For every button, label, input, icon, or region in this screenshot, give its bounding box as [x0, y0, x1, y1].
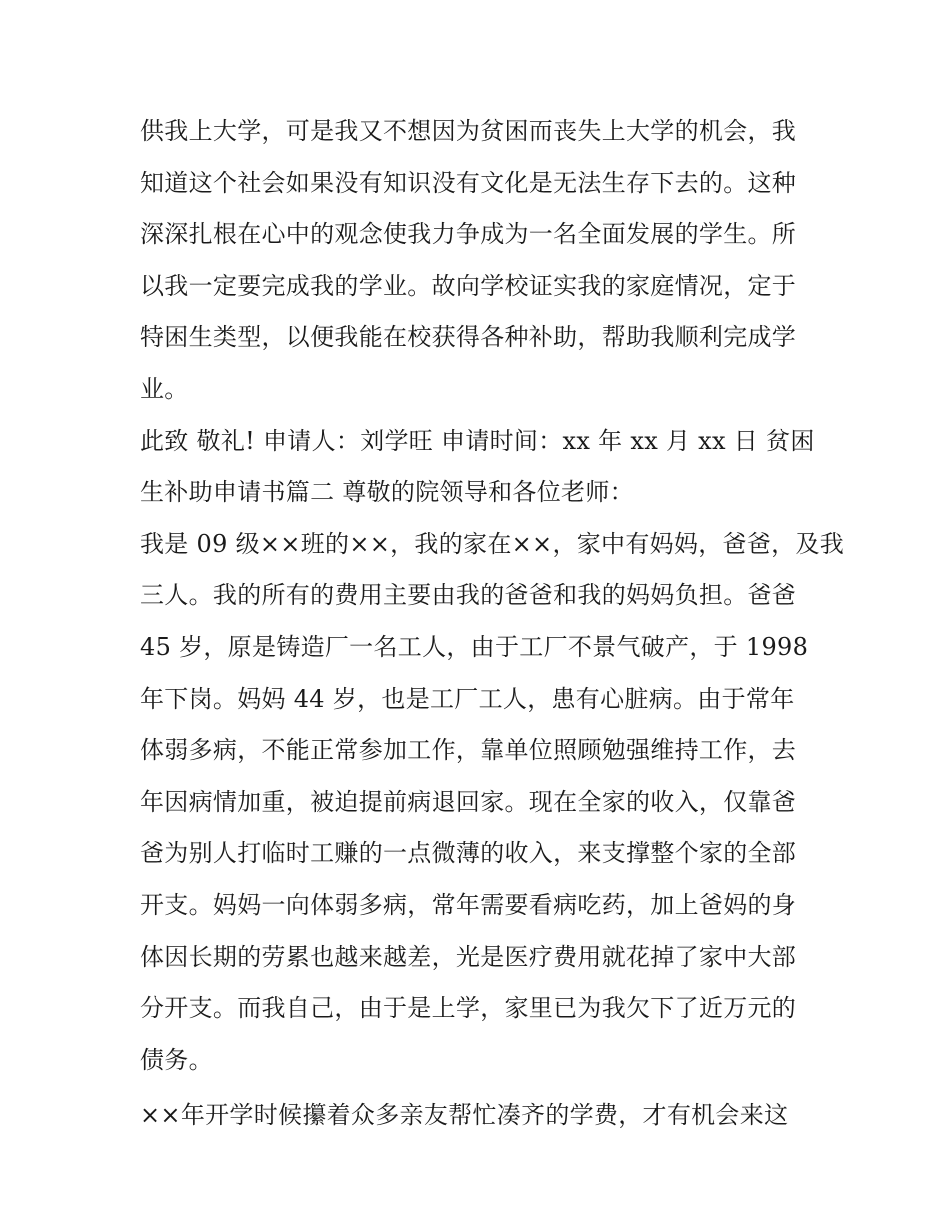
text-line: 年因病情加重，被迫提前病退回家。现在全家的收入，仅靠爸: [140, 787, 797, 816]
text-line: 体因长期的劳累也越来越差，光是医疗费用就花掉了家中大部: [140, 942, 797, 971]
text-line: 我是 09 级××班的××，我的家在××，家中有妈妈，爸爸，及我: [140, 529, 845, 558]
text-line: 爸为别人打临时工赚的一点微薄的收入，来支撑整个家的全部: [140, 839, 797, 868]
text-line: 供我上大学，可是我又不想因为贫困而丧失上大学的机会，我: [140, 117, 797, 145]
text-line: 生补助申请书篇二 尊敬的院领导和各位老师：: [140, 478, 634, 507]
text-line: 深深扎根在心中的观念使我力争成为一名全面发展的学生。所: [140, 220, 797, 249]
text-line: 体弱多病，不能正常参加工作，靠单位照顾勉强维持工作，去: [140, 736, 797, 765]
text-line: 债务。: [140, 1045, 213, 1074]
body-text: [140, 106, 845, 1142]
text-line: 以我一定要完成我的学业。故向学校证实我的家庭情况，定于: [140, 271, 797, 300]
text-line: 分开支。而我自己，由于是上学，家里已为我欠下了近万元的: [140, 994, 797, 1023]
text-line: 开支。妈妈一向体弱多病，常年需要看病吃药，加上爸妈的身: [140, 890, 797, 919]
text-line: 年下岗。妈妈 44 岁，也是工厂工人，患有心脏病。由于常年: [140, 684, 795, 713]
text-line: 特困生类型，以便我能在校获得各种补助，帮助我顺利完成学: [140, 323, 797, 352]
text-line: 三人。我的所有的费用主要由我的爸爸和我的妈妈负担。爸爸: [140, 581, 797, 610]
text-line: 知道这个社会如果没有知识没有文化是无法生存下去的。这种: [140, 168, 797, 197]
text-line: 业。: [140, 374, 189, 403]
text-line: 45 岁，原是铸造厂一名工人，由于工厂不景气破产，于 1998: [140, 632, 809, 661]
text-line: 此致 敬礼! 申请人：刘学旺 申请时间：xx 年 xx 月 xx 日 贫困: [140, 426, 815, 455]
text-line: ××年开学时候攥着众多亲友帮忙凑齐的学费，才有机会来这: [140, 1101, 789, 1130]
